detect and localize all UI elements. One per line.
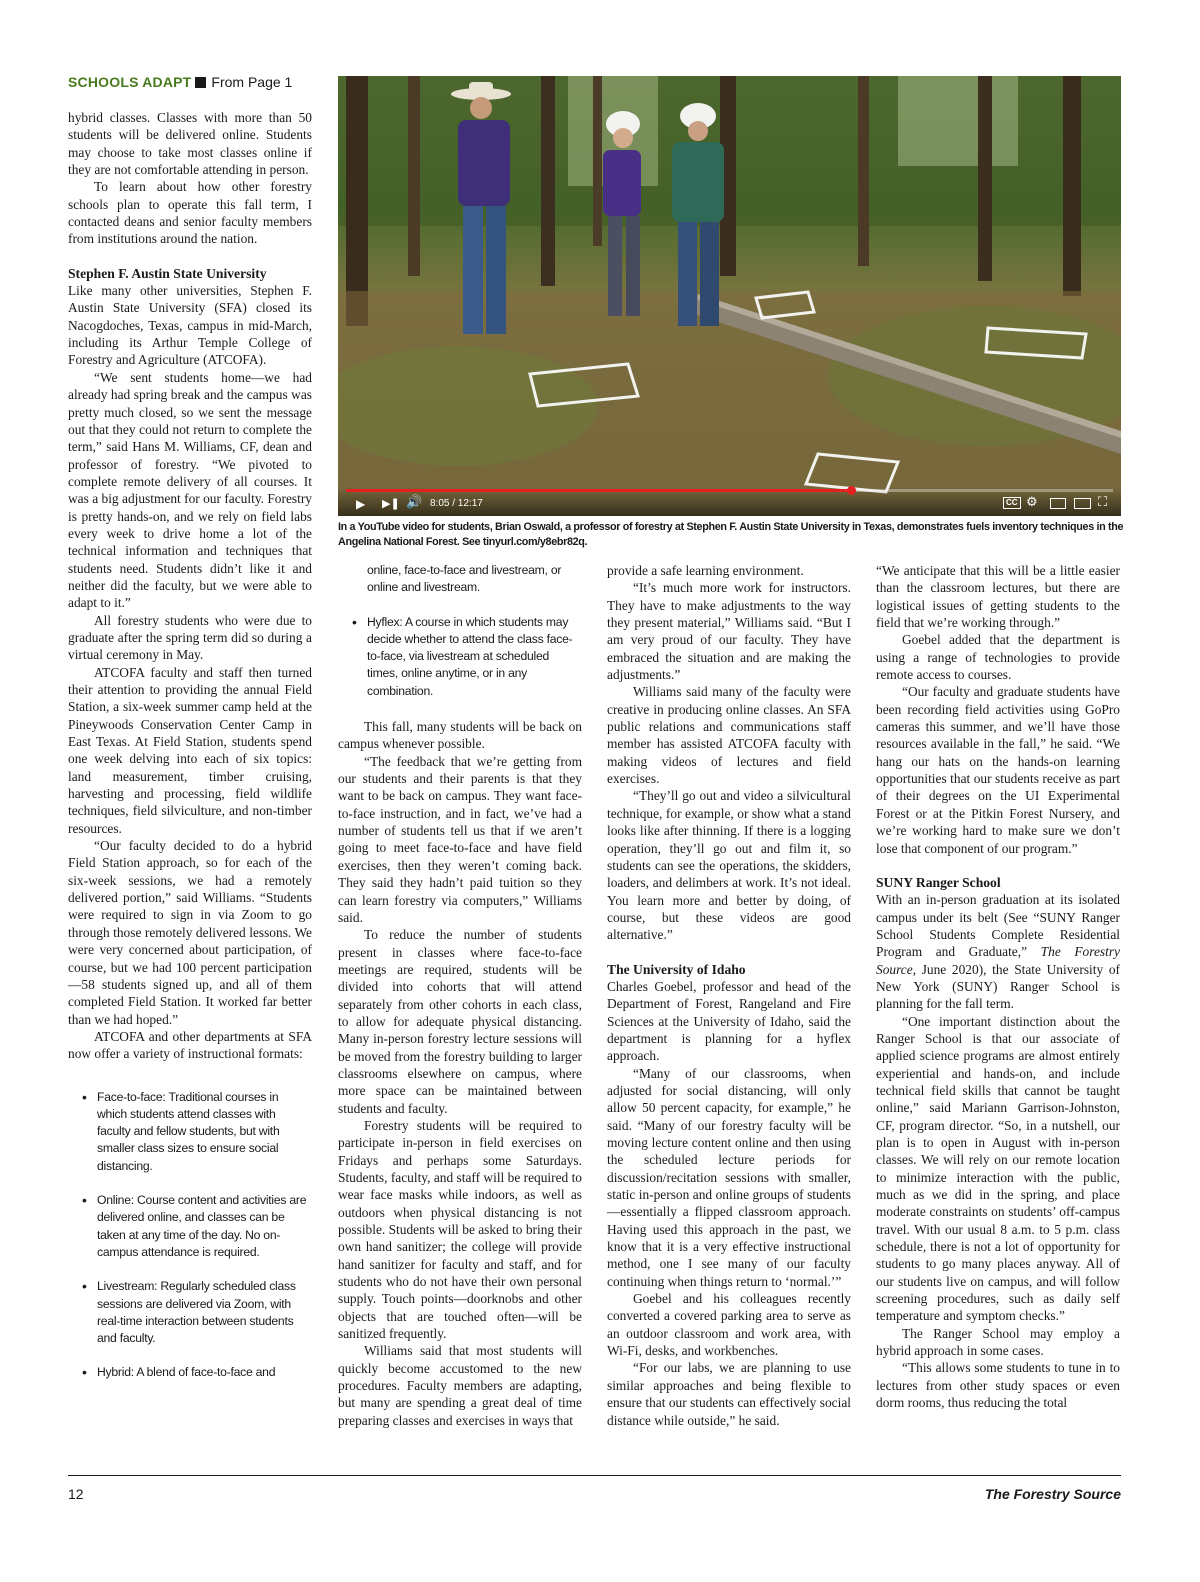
paragraph: “We anticipate that this will be a little easier than the classroom lectures, but there are logistical issues of getting students to the field that we’re working through.” xyxy=(876,563,1120,631)
paragraph: Williams said many of the faculty were creative in producing online classes. An SFA public relations and communications staff member has assisted ATCOFA faculty with making videos of lectures and field exercises. xyxy=(607,684,851,787)
paragraph: “Our faculty and graduate students have been recording field activities using GoPro cameras this summer, and we’ll have those resources available in the fall,” he said. “We hang our hats on the hands-on learning opportunities that our students receive as part of their degrees on the UI Experimental Forest or at the Pitkin Forest Nursery, and we’re working hard to make sure we don’t lose that component of our program.” xyxy=(876,684,1120,856)
forest-scene-image xyxy=(338,76,1121,516)
formats-list-continued xyxy=(338,562,582,700)
timecode: 8:05 / 12:17 xyxy=(430,498,483,509)
paragraph: This fall, many students will be back on campus whenever possible. xyxy=(338,719,582,752)
paragraph: Charles Goebel, professor and head of the Department of Forest, Rangeland and Fire Sciences at the University of Idaho, said the department is planning for a hyflex approach. xyxy=(607,978,851,1064)
settings-gear-icon[interactable]: ⚙ xyxy=(1026,495,1038,510)
article-column-4 xyxy=(876,562,1120,1412)
publication-name: The Forestry Source xyxy=(984,1486,1121,1502)
paragraph: All forestry students who were due to graduate after the spring term did so during a virtual ceremony in May. xyxy=(68,612,312,663)
paragraph: ATCOFA faculty and staff then turned their attention to providing the annual Field Station, a six-week summer camp held at the Pineywoods Conservation Center Camp in East Texas. At Field Station, students spend one week delving into each of six topics: land measurement, timber cruising, harvesting and processing, field wildlife techniques, field silviculture, and non-timber resources. xyxy=(68,664,312,836)
page-number: 12 xyxy=(68,1486,84,1502)
formats-list xyxy=(68,1089,312,1382)
list-item: online, face-to-face and livestream, or online and livestream. xyxy=(367,563,562,595)
paragraph: “It’s much more work for instructors. They have to make adjustments to the way they present material,” Williams said. “But I am very proud of our faculty. They have embraced the situation and are making the adjustments.” xyxy=(607,580,851,683)
theater-mode-icon[interactable] xyxy=(1074,498,1091,509)
publication-title: The Forestry Source xyxy=(876,944,1120,977)
footer-rule xyxy=(68,1475,1121,1476)
list-item: • Hyflex: A course in which students may decide whether to attend the class face-to-face, via livestream at scheduled times, online anytime, or in any combination. xyxy=(338,614,582,700)
continued-from-label: From Page 1 xyxy=(211,74,293,90)
article-column-2 xyxy=(338,562,582,1429)
paragraph: To learn about how other forestry schools plan to operate this fall term, I contacted deans and senior faculty members from institutions around the nation. xyxy=(68,179,312,247)
paragraph: “The feedback that we’re getting from our students and their parents is that they want to be back on campus. They want face-to-face instruction, and in fact, we’ve had a number of students tell us that if we aren’t going to meet face-to-face and have field exercises, then they weren’t coming back. They said they hadn’t paid tuition so they can learn forestry via computers,” Williams said. xyxy=(338,753,582,925)
miniplayer-icon[interactable] xyxy=(1050,498,1066,509)
next-icon[interactable]: ▶❚ xyxy=(382,497,400,510)
paragraph: “We sent students home—we had already had spring break and the campus was pretty much closed, so we sent the message out that they could not return to complete the term,” said Hans M. Williams, CF, dean and professor of forestry. “We pivoted to complete remote delivery of all courses. It was a big adjustment for our faculty. Forestry is pretty hands-on, and we rely on field labs every week to drive home a lot of the technical information and techniques that students need. Students didn’t like it and neither did the faculty, but we were able to adapt to it.” xyxy=(68,369,312,611)
paragraph: Goebel and his colleagues recently converted a covered parking area to serve as an outdoor classroom and work area, with Wi-Fi, desks, and workbenches. xyxy=(607,1291,851,1359)
video-player[interactable] xyxy=(338,76,1121,516)
fullscreen-icon[interactable]: ⛶ xyxy=(1098,495,1108,510)
paragraph: ATCOFA and other departments at SFA now offer a variety of instructional formats: xyxy=(68,1028,312,1062)
paragraph: “Our faculty decided to do a hybrid Field Station approach, so for each of the six-week sessions, we had a remotely delivered portion,” said Williams. “Students were required to sign in via Zoom to go through those remotely delivered lessons. We were very concerned about participation, of course, but we had 100 percent participation—58 students signed up, and all of them completed Field Station. It worked far better than we had hoped.” xyxy=(68,838,312,1027)
paragraph: “One important distinction about the Ranger School is that our associate of applied science programs are almost entirely experiential and hands-on, and include technical field skills that cannot be taught online,” said Mariann Garrison-Johnston, CF, program director. “So, in a nutshell, our plan is to open in August with in-person classes. We will rely on our remote location to minimize interaction with the public, much as we did in the spring, and place moderate constraints on students’ off-campus travel. With our usual 8 a.m. to 5 p.m. class schedule, there is not a lot of opportunity for students to go many places anyway. All of our students live on campus, and will follow screening procedures, such as daily self temperature and symptom checks.” xyxy=(876,1013,1120,1324)
paragraph: provide a safe learning environment. xyxy=(607,563,804,578)
paragraph: “This allows some students to tune in to lectures from other study spaces or even dorm rooms, thus reducing the total xyxy=(876,1360,1120,1411)
photo-caption: In a YouTube video for students, Brian Oswald, a professor of forestry at Stephen F. Austin State University in Texas, demonstrates fuels inventory techniques in the Angelina National Forest. See tinyurl.com/y8ebr82q. xyxy=(338,521,1124,548)
list-item: • Face-to-face: Traditional courses in which students attend classes with faculty and fellow students, but with smaller class sizes to ensure social distancing. xyxy=(68,1089,312,1175)
paragraph: Like many other universities, Stephen F. Austin State University (SFA) closed its Nacogdoches, Texas, campus in mid-March, including its Arthur Temple College of Forestry and Agriculture (ATCOFA). xyxy=(68,283,312,368)
list-item: • Livestream: Regularly scheduled class sessions are delivered via Zoom, with real-time interaction between students and faculty. xyxy=(68,1278,312,1347)
section-tag: SCHOOLS ADAPT xyxy=(68,74,192,90)
paragraph: To reduce the number of students present in classes where face-to-face meetings are required, students will be divided into cohorts that will attend separately from other cohorts in each class, to allow for adequate physical distancing. Many in-person forestry lecture sessions will be moved from the forestry building to larger classrooms elsewhere on campus, where more space can be maintained between students and faculty. xyxy=(338,927,582,1116)
square-bullet-icon xyxy=(195,77,206,88)
scrubber-handle[interactable] xyxy=(847,486,856,495)
list-item: • Hybrid: A blend of face-to-face and xyxy=(68,1364,312,1381)
paragraph: The Ranger School may employ a hybrid approach in some cases. xyxy=(876,1325,1120,1359)
paragraph: “They’ll go out and video a silvicultural technique, for example, or show what a stand looks like after thinning. If there is a logging operation, they’ll go out and film it, so students can see the operations, the skidders, loaders, and delimbers at work. It’s not ideal. You learn more and better by doing, of course, but these videos are good alternative.” xyxy=(607,788,851,943)
paragraph: With an in-person graduation at its isolated campus under its belt (See “SUNY Ranger School Students Complete Residential Program and Graduate,” The Forestry Source, June 2020), the State University of New York (SUNY) Ranger School is planning for the fall term. xyxy=(876,892,1120,1012)
captions-icon[interactable]: CC xyxy=(1003,497,1021,509)
subhead-suny: SUNY Ranger School xyxy=(876,874,1001,890)
paragraph: hybrid classes. Classes with more than 50 students will be delivered online. Students may choose to take most classes online if they are not comfortable attending in person. xyxy=(68,110,312,178)
section-kicker xyxy=(68,73,328,91)
article-column-3 xyxy=(607,562,851,1429)
progress-fill xyxy=(346,489,851,492)
play-icon[interactable]: ▶ xyxy=(356,497,366,511)
paragraph: Forestry students will be required to participate in-person in field exercises on Fridays and perhaps some Saturdays. Students, faculty, and staff will be required to wear face masks while indoors, as well as outdoors when physical distancing is not possible. Students will be asked to bring their own hand sanitizer; the college will provide hand sanitizer for faculty and staff, and for students who do not have their own personal supply. Touch points—doorknobs and other objects that are touched often—will be sanitized frequently. xyxy=(338,1117,582,1342)
paragraph: Goebel added that the department is using a range of technologies to provide remote access to courses. xyxy=(876,632,1120,683)
article-column-1 xyxy=(68,109,312,1382)
subhead-idaho: The University of Idaho xyxy=(607,961,746,977)
paragraph: Williams said that most students will quickly become accustomed to the new procedures. Faculty members are adapting, but many are spending a great deal of time preparing classes and exercises in ways that xyxy=(338,1343,582,1428)
paragraph: “For our labs, we are planning to use similar approaches and being flexible to ensure that our students can effectively social distance while outside,” he said. xyxy=(607,1360,851,1428)
volume-icon[interactable]: 🔊 xyxy=(406,495,423,510)
progress-bar[interactable] xyxy=(346,489,1113,492)
list-item: • Online: Course content and activities are delivered online, and classes can be taken at any time of the day. No on-campus attendance is required. xyxy=(68,1192,312,1261)
subhead-sfa: Stephen F. Austin State University xyxy=(68,265,267,281)
paragraph: “Many of our classrooms, when adjusted for social distancing, will only allow 50 percent capacity, for example,” he said. “Many of our forestry faculty will be moving lecture content online and then using the scheduled lecture periods for discussion/recitation sessions with smaller, static in-person and online groups of students—essentially a flipped classroom approach. Having used this approach in the past, we know that it is a very effective instructional method, one I see many of our faculty continuing when things return to ‘normal.’” xyxy=(607,1065,851,1289)
player-controls xyxy=(338,488,1121,516)
